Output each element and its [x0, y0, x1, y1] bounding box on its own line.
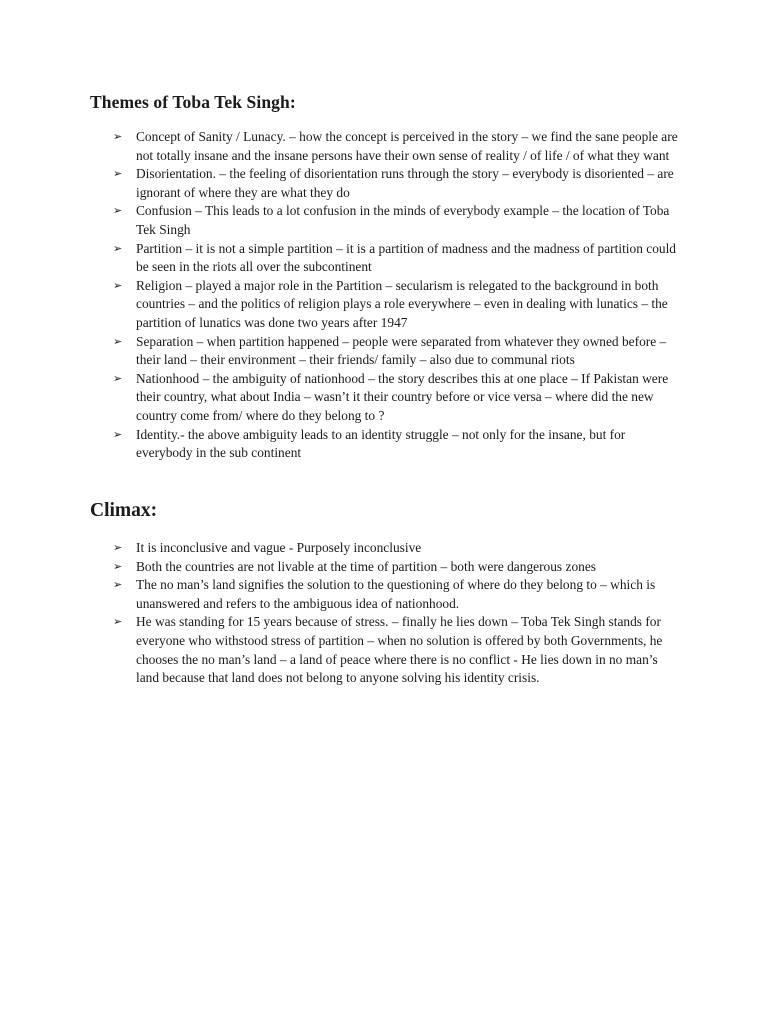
- list-item-text: Confusion – This leads to a lot confusion in the minds of everybody example – the location of Toba Tek Singh: [136, 203, 670, 237]
- list-item: [113, 426, 683, 463]
- list-item-text: Both the countries are not livable at the time of partition – both were dangerous zones: [136, 558, 596, 574]
- list-item: [113, 128, 683, 165]
- themes-list: [113, 128, 683, 463]
- list-item: [113, 576, 683, 613]
- list-item: [113, 277, 683, 333]
- list-item: [113, 202, 683, 239]
- list-item-text: Nationhood – the ambiguity of nationhood – the story describes this at one place – If Pakistan were their country, what about India – wasn’t it their country before or vice versa – where did the new country come from/ where do they belong to ?: [136, 370, 669, 423]
- list-item-text: It is inconclusive and vague - Purposely inconclusive: [136, 540, 422, 555]
- list-item-text: Religion – played a major role in the Partition – secularism is relegated to the background in both countries – and the politics of religion plays a role everywhere – even in dealing with lunatics – the partition of lunatics was done two years after 1947: [136, 277, 668, 330]
- list-item-text: The no man’s land signifies the solution to the questioning of where do they belong to – which is unanswered and refers to the ambiguous idea of nationhood.: [136, 577, 656, 611]
- arrow-bullet-icon: ➢: [113, 334, 123, 348]
- themes-heading: Themes of Toba Tek Singh:: [90, 92, 296, 112]
- arrow-bullet-icon: ➢: [113, 615, 123, 629]
- arrow-bullet-icon: ➢: [113, 241, 123, 255]
- arrow-bullet-icon: ➢: [113, 578, 123, 592]
- list-item-text: Concept of Sanity / Lunacy. – how the concept is perceived in the story – we find the sane people are not totally insane and the insane persons have their own sense of reality / of life / of what they want: [136, 129, 678, 163]
- list-item: [113, 240, 683, 277]
- list-item: [113, 558, 683, 577]
- list-item-text: Partition – it is not a simple partition – it is a partition of madness and the madness of partition could be seen in the riots all over the subcontinent: [136, 240, 677, 275]
- arrow-bullet-icon: ➢: [113, 167, 123, 181]
- climax-list: [113, 539, 683, 688]
- list-item-text: Disorientation. – the feeling of disorientation runs through the story – everybody is disoriented – are ignorant of where they are what they do: [136, 166, 674, 200]
- climax-heading: Climax:: [90, 500, 158, 521]
- arrow-bullet-icon: ➢: [113, 371, 123, 385]
- list-item-text: Separation – when partition happened – people were separated from whatever they owned before – their land – their environment – their friends/ family – also due to communal riots: [136, 333, 667, 368]
- arrow-bullet-icon: ➢: [113, 427, 123, 441]
- list-item-text: Identity.- the above ambiguity leads to an identity struggle – not only for the insane, but for everybody in the sub continent: [136, 426, 626, 461]
- arrow-bullet-icon: ➢: [113, 204, 123, 218]
- list-item: [113, 165, 683, 202]
- list-item: [113, 613, 683, 687]
- arrow-bullet-icon: ➢: [113, 278, 123, 292]
- list-item-text: He was standing for 15 years because of stress. – finally he lies down – Toba Tek Singh stands for everyone who withstood stress of partition – when no solution is offered by both Governments, he chooses the no man’s land – a land of peace where there is no conflict - He lies down in no man’s land because that land does not belong to anyone solving his identity crisis.: [136, 614, 663, 686]
- list-item: [113, 370, 683, 426]
- list-item: [113, 333, 683, 370]
- arrow-bullet-icon: ➢: [113, 541, 123, 554]
- list-item: [113, 539, 683, 558]
- arrow-bullet-icon: ➢: [113, 130, 123, 143]
- arrow-bullet-icon: ➢: [113, 559, 123, 573]
